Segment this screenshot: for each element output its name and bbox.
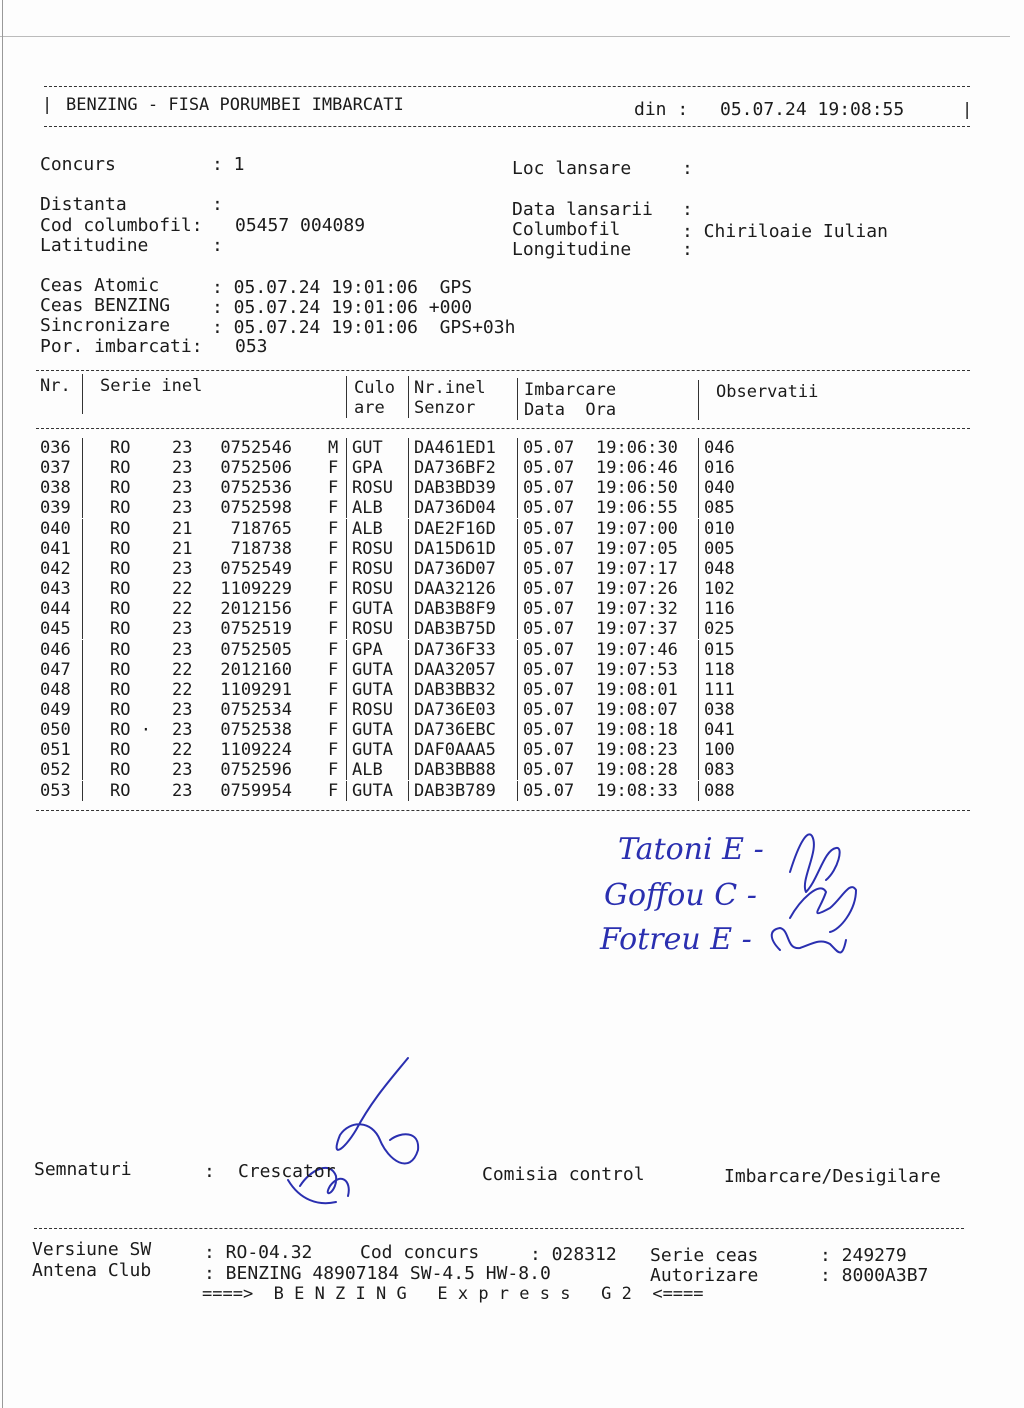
row-senzor: DA736EBC [408,720,496,740]
serie-ceas-value: : 249279 [820,1245,907,1266]
header-right-bar: | [962,100,973,120]
row-ora: 19:07:32 [596,599,678,620]
row-data: 05.07 [517,760,574,780]
row-culoare: ROSU [346,700,393,720]
col-header-culoare-1: Culo [354,378,395,398]
header-left-bar: | [42,95,53,115]
latitudine-label: Latitudine [40,235,149,256]
benzing-express-banner: ====> B E N Z I N G E x p r e s s G 2 <==== [202,1284,704,1304]
row-nr: 046 [40,639,71,660]
row-tara: RO [110,659,131,680]
row-inel: 0752505 [220,639,292,660]
data-lansarii-value: : [682,199,693,220]
row-culoare: GUTA [346,680,393,700]
row-ora: 19:06:30 [596,438,678,458]
loc-lansare-value: : [682,158,693,179]
row-sex: F [328,659,339,680]
sincronizare-label: Sincronizare [40,315,171,336]
row-an: 22 [172,659,193,680]
row-inel: 0752519 [220,619,292,640]
columbofil-label: Columbofil [512,219,621,240]
row-inel: 0752538 [220,720,292,741]
row-ora: 19:08:33 [596,780,678,801]
col-header-serie: Serie inel [100,376,203,396]
row-ora: 19:07:17 [596,558,678,579]
row-nr: 039 [40,498,71,519]
cod-concurs-label: Cod concurs [360,1242,480,1263]
row-an: 23 [172,699,193,720]
row-sex: F [328,699,339,720]
row-an: 22 [172,579,193,600]
row-sex: F [328,780,339,801]
latitudine-value: : [212,235,223,256]
row-obs: 083 [698,760,735,780]
row-ora: 19:08:28 [596,760,678,781]
row-ora: 19:07:05 [596,538,678,559]
page-title: BENZING - FISA PORUMBEI IMBARCATI [66,95,404,115]
row-tara: RO [110,679,131,700]
longitudine-label: Longitudine [512,239,632,260]
row-data: 05.07 [517,539,574,559]
row-senzor: DA736D07 [408,559,496,579]
footer-rule [34,1228,964,1229]
row-nr: 051 [40,740,71,761]
row-sex: F [328,558,339,579]
row-nr: 053 [40,780,71,801]
row-sex: F [328,740,339,761]
row-data: 05.07 [517,478,574,498]
col-header-nrinel-2: Senzor [414,398,476,418]
row-inel: 0759954 [220,780,292,801]
col-header-nrinel-1: Nr.inel [414,378,486,398]
row-inel: 1109291 [220,679,292,700]
row-ora: 19:07:46 [596,639,678,660]
row-sex: F [328,478,339,499]
cod-columbofil-value: 05457 004089 [235,215,366,236]
row-data: 05.07 [517,680,574,700]
row-senzor: DA461ED1 [408,438,496,458]
row-sex: F [328,518,339,539]
row-sex: F [328,458,339,479]
col-header-observatii: Observatii [716,382,819,402]
row-obs: 041 [698,720,735,740]
cod-concurs-value: : 028312 [530,1244,617,1265]
row-tara: RO [110,599,131,620]
row-an: 21 [172,538,193,559]
row-senzor: DAA32126 [408,579,496,599]
row-data: 05.07 [517,599,574,619]
row-an: 21 [172,518,193,539]
row-senzor: DAA32057 [408,660,496,680]
row-ora: 19:08:23 [596,740,678,761]
row-tara: RO [110,639,131,660]
semnaturi-colon: : [204,1161,215,1182]
loc-lansare-label: Loc lansare [512,158,632,179]
row-nr: 041 [40,538,71,559]
row-sex: M [328,438,339,458]
row-tara: RO [110,458,131,479]
row-senzor: DAB3BB32 [408,680,496,700]
row-tara: RO [110,498,131,519]
row-ora: 19:08:18 [596,720,678,741]
row-data: 05.07 [517,781,574,801]
row-culoare: GUTA [346,781,393,801]
row-inel: 0752534 [220,699,292,720]
row-inel: 718738 [230,538,292,559]
row-an: 23 [172,558,193,579]
row-an: 23 [172,478,193,499]
row-nr: 037 [40,458,71,479]
row-inel: 1109229 [220,579,292,600]
row-culoare: GUTA [346,660,393,680]
antena-club-label: Antena Club [32,1260,152,1281]
autorizare-label: Autorizare [650,1265,759,1286]
col-header-imbarcare-2: Data Ora [524,400,617,420]
row-sex: F [328,599,339,620]
row-inel: 2012160 [220,659,292,680]
row-culoare: ROSU [346,559,393,579]
row-nr: 050 [40,720,71,741]
porumbei-imbarcati-value: 053 [235,336,268,357]
row-nr: 045 [40,619,71,640]
row-data: 05.07 [517,720,574,740]
ceas-benzing-value: : 05.07.24 19:01:06 +000 [212,297,473,318]
row-ora: 19:07:53 [596,659,678,680]
row-senzor: DAF0AAA5 [408,740,496,760]
row-sex: F [328,498,339,519]
row-sex: F [328,679,339,700]
row-nr: 036 [40,438,71,458]
serie-ceas-label: Serie ceas [650,1245,759,1266]
sincronizare-value: : 05.07.24 19:01:06 GPS+03h [212,317,516,338]
handwritten-name-3: Fotreu E - [600,922,752,957]
row-culoare: ALB [346,760,383,780]
distanta-label: Distanta [40,194,127,215]
row-ora: 19:06:46 [596,458,678,479]
row-data: 05.07 [517,498,574,518]
row-culoare: ROSU [346,478,393,498]
row-senzor: DAE2F16D [408,519,496,539]
autorizare-value: : 8000A3B7 [820,1265,929,1286]
row-an: 22 [172,740,193,761]
row-inel: 0752546 [220,438,292,458]
row-senzor: DAB3B789 [408,781,496,801]
row-culoare: GUT [346,438,383,458]
longitudine-value: : [682,239,693,260]
row-nr: 047 [40,659,71,680]
row-sex: F [328,639,339,660]
row-sex: F [328,579,339,600]
committee-signature-3 [772,928,846,953]
row-data: 05.07 [517,579,574,599]
row-sex: F [328,760,339,781]
row-obs: 046 [698,438,735,458]
row-culoare: ROSU [346,619,393,639]
col-header-imbarcare-1: Imbarcare [524,380,617,400]
row-an: 22 [172,679,193,700]
row-inel: 0752506 [220,458,292,479]
row-inel: 1109224 [220,740,292,761]
row-ora: 19:07:00 [596,518,678,539]
handwritten-name-2: Goffou C - [604,878,757,913]
row-inel: 0752536 [220,478,292,499]
semnaturi-label: Semnaturi [34,1159,132,1180]
row-culoare: ALB [346,519,383,539]
row-obs: 040 [698,478,735,498]
row-obs: 010 [698,519,735,539]
row-an: 23 [172,498,193,519]
row-obs: 015 [698,640,735,660]
imbarcare-desigilare-label: Imbarcare/Desigilare [724,1166,941,1187]
row-an: 23 [172,458,193,479]
row-senzor: DA15D61D [408,539,496,559]
row-senzor: DAB3BD39 [408,478,496,498]
ceas-atomic-value: : 05.07.24 19:01:06 GPS [212,277,473,298]
row-an: 23 [172,438,193,458]
row-an: 23 [172,720,193,741]
row-senzor: DAB3B8F9 [408,599,496,619]
row-obs: 048 [698,559,735,579]
row-nr: 048 [40,679,71,700]
row-data: 05.07 [517,438,574,458]
row-inel: 0752598 [220,498,292,519]
row-an: 23 [172,780,193,801]
row-ora: 19:08:01 [596,679,678,700]
row-tara: RO [110,780,131,801]
row-obs: 116 [698,599,735,619]
row-data: 05.07 [517,519,574,539]
row-senzor: DAB3B75D [408,619,496,639]
row-senzor: DA736F33 [408,640,496,660]
row-an: 23 [172,639,193,660]
row-obs: 016 [698,458,735,478]
row-culoare: GPA [346,640,383,660]
row-inel: 718765 [230,518,292,539]
versiune-sw-label: Versiune SW [32,1239,152,1260]
row-tara: RO [110,619,131,640]
concurs-label: Concurs [40,154,116,175]
row-obs: 102 [698,579,735,599]
cod-columbofil-label: Cod columbofil: [40,215,203,236]
data-lansarii-label: Data lansarii [512,199,653,220]
row-data: 05.07 [517,619,574,639]
committee-signature-1 [790,834,840,892]
row-senzor: DA736BF2 [408,458,496,478]
row-ora: 19:06:50 [596,478,678,499]
committee-signature-2 [790,887,856,932]
col-header-culoare-2: are [354,398,385,418]
row-culoare: GUTA [346,720,393,740]
ceas-benzing-label: Ceas BENZING [40,295,171,316]
row-tara: RO [110,760,131,781]
row-culoare: GUTA [346,599,393,619]
distanta-value: : [212,194,223,215]
row-obs: 111 [698,680,735,700]
row-data: 05.07 [517,458,574,478]
row-obs: 118 [698,660,735,680]
row-an: 23 [172,760,193,781]
row-obs: 085 [698,498,735,518]
porumbei-imbarcati-label: Por. imbarcati: [40,336,203,357]
concurs-value: : 1 [212,154,245,175]
row-nr: 042 [40,558,71,579]
row-ora: 19:07:26 [596,579,678,600]
row-obs: 005 [698,539,735,559]
row-inel: 2012156 [220,599,292,620]
row-nr: 049 [40,699,71,720]
antena-club-value: : BENZING 48907184 SW-4.5 HW-8.0 [204,1263,551,1284]
row-obs: 038 [698,700,735,720]
handwritten-name-1: Tatoni E - [618,832,764,867]
header-datetime: 05.07.24 19:08:55 [720,99,905,120]
row-ora: 19:08:07 [596,699,678,720]
row-tara: RO [110,740,131,761]
row-inel: 0752596 [220,760,292,781]
columbofil-value: : Chiriloaie Iulian [682,221,888,242]
row-senzor: DAB3BB88 [408,760,496,780]
row-sex: F [328,619,339,640]
versiune-sw-value: : RO-04.32 [204,1242,313,1263]
row-tara: RO · [110,720,151,741]
row-tara: RO [110,518,131,539]
row-culoare: GPA [346,458,383,478]
row-nr: 043 [40,579,71,600]
row-culoare: ROSU [346,539,393,559]
row-tara: RO [110,579,131,600]
crescator-label: Crescator [238,1161,336,1182]
row-senzor: DA736E03 [408,700,496,720]
row-tara: RO [110,538,131,559]
row-data: 05.07 [517,700,574,720]
row-data: 05.07 [517,740,574,760]
row-obs: 100 [698,740,735,760]
row-an: 23 [172,619,193,640]
row-sex: F [328,538,339,559]
row-data: 05.07 [517,559,574,579]
header-din-label: din : [634,99,689,120]
col-header-nr: Nr. [40,376,71,396]
row-data: 05.07 [517,660,574,680]
row-tara: RO [110,438,131,458]
row-nr: 040 [40,518,71,539]
row-nr: 044 [40,599,71,620]
row-data: 05.07 [517,640,574,660]
row-tara: RO [110,558,131,579]
row-inel: 0752549 [220,558,292,579]
row-tara: RO [110,699,131,720]
row-nr: 052 [40,760,71,781]
row-culoare: ALB [346,498,383,518]
row-nr: 038 [40,478,71,499]
row-sex: F [328,720,339,741]
row-ora: 19:07:37 [596,619,678,640]
row-an: 22 [172,599,193,620]
ceas-atomic-label: Ceas Atomic [40,275,160,296]
row-culoare: ROSU [346,579,393,599]
row-tara: RO [110,478,131,499]
row-senzor: DA736D04 [408,498,496,518]
row-obs: 088 [698,781,735,801]
row-ora: 19:06:55 [596,498,678,519]
row-obs: 025 [698,619,735,639]
comisia-control-label: Comisia control [482,1164,645,1185]
row-culoare: GUTA [346,740,393,760]
